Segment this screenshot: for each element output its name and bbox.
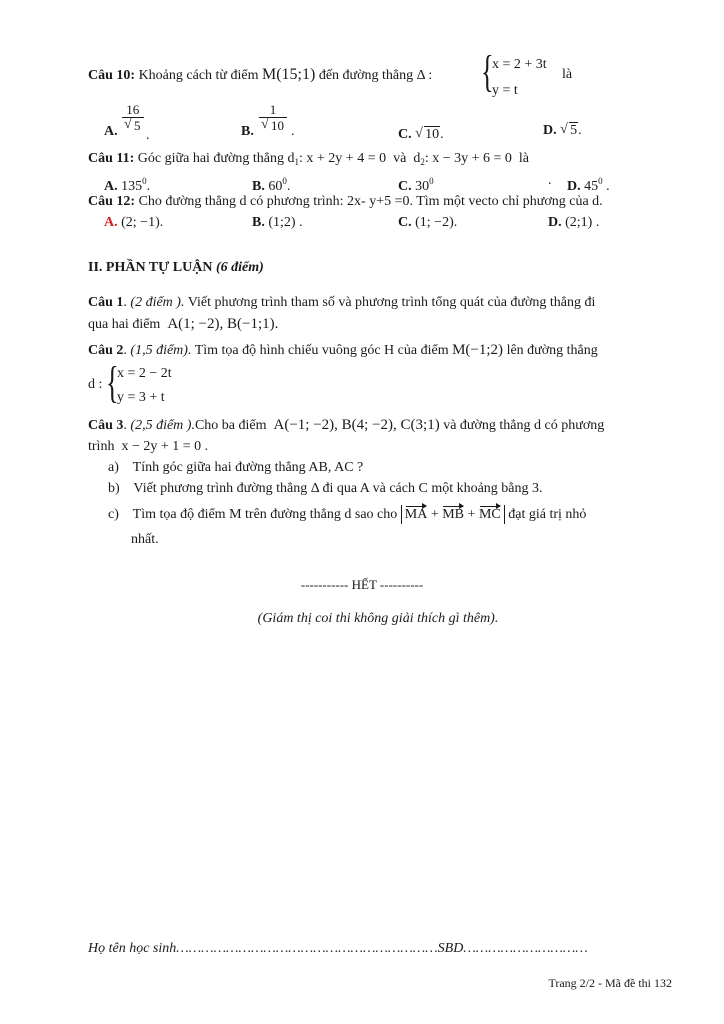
q12-option-a: A. (2; −1). — [104, 215, 164, 230]
q10-option-b-letter: B. — [241, 124, 254, 139]
c2-text: Tìm tọa độ hình chiếu vuông góc H của điểm — [194, 343, 449, 358]
q12-option-b: B. (1;2) . — [252, 215, 303, 230]
q11-text: Góc giữa hai đường thẳng — [137, 151, 285, 166]
q11-label: Câu 11: — [88, 151, 135, 166]
invigilator-note: (Giám thị coi thi không giải thích gì thêm). — [257, 611, 499, 626]
c1-label: Câu 1 — [88, 295, 124, 310]
c2-eq1: x = 2 − 2t — [117, 366, 172, 381]
c3-vector-sum: MA + MB + MC — [401, 505, 505, 524]
q10-label: Câu 10: — [88, 68, 136, 83]
section-points: (6 điểm) — [215, 260, 264, 275]
section-title-text: II. PHẦN TỰ LUẬN — [88, 260, 213, 275]
c1-points-math: A(1; −2), B(−1;1). — [167, 316, 279, 332]
c1-line1: Câu 1. (2 điểm ). Viết phương trình tham số và phương trình tổng quát của đường thẳng đi — [88, 295, 596, 310]
q11-option-a: A. $135^0$. — [104, 176, 151, 194]
c3-line2 — [88, 438, 208, 456]
q10-option-d-value: 5 — [570, 123, 578, 138]
end-marker: ----------- HẾT ---------- — [300, 577, 424, 592]
q10-option-c-value: 10 — [425, 127, 440, 142]
c3-item-c-tail: nhất. — [131, 532, 159, 547]
q10-option-d: D. √ 5. — [543, 122, 582, 140]
c3-text: Cho ba điểm — [194, 418, 267, 433]
q10-option-a-num: 16 — [126, 102, 140, 117]
q10-line-name: Δ : — [416, 68, 433, 83]
q11-option-c: C. $30^0$ — [398, 176, 434, 194]
q12-option-c: C. (1; −2). — [398, 215, 458, 230]
c3-line1: Câu 3. (2,5 điểm ).Cho ba điểm A(−1; −2), B(4; −2), C(3;1) và đường thẳng d có phương — [88, 417, 605, 433]
q10-option-a-fraction — [122, 103, 144, 134]
page-number: Trang 2/2 - Mã đề thi 132 — [548, 976, 672, 990]
q10-option-b-den: 10 — [271, 118, 284, 133]
q10-text: Khoảng cách từ điểm — [138, 68, 259, 83]
q10-option-a-letter: A. — [104, 124, 118, 139]
c2-line-name: d : — [88, 377, 103, 392]
c2-brace: { — [106, 358, 119, 407]
c1-text: Viết phương trình tham số và phương trình tổng quát của đường thẳng đi — [187, 295, 596, 310]
q11-d1: $d_1$: x + 2y + 4 = 0 — [287, 151, 387, 167]
c1-points: (2 điểm ). — [130, 295, 185, 310]
q11-option-b: B. $60^0$. — [252, 176, 291, 194]
q10-option-c-letter: C. — [398, 127, 412, 142]
c3-item-b: b) Viết phương trình đường thẳng Δ đi qua A và cách C một khoảng bằng 3. — [108, 481, 543, 496]
q11-tail: là — [518, 151, 529, 166]
q12-stem — [88, 193, 603, 211]
q11-stem — [88, 150, 529, 171]
c3-pts: A(−1; −2), B(4; −2), C(3;1) — [273, 417, 440, 433]
q11-d2: $d_2$: x − 3y + 6 = 0 — [413, 151, 512, 167]
c3-text-b: và đường thẳng d có phương — [443, 418, 605, 433]
c3-text-c: trình — [88, 439, 115, 454]
q10-eq2: y = t — [492, 83, 518, 98]
section-title — [88, 259, 264, 277]
c3-points: (2,5 điểm ). — [130, 418, 195, 433]
q10-option-b-num: 1 — [269, 102, 277, 117]
c2-text-b: lên đường thẳng — [506, 343, 598, 358]
student-info: Họ tên học sinh………………………………………………………SBD………………………… — [88, 941, 588, 956]
q10-option-b-fraction — [259, 103, 287, 134]
q10-brace: { — [481, 47, 494, 96]
c2-point: M(−1;2) — [452, 342, 504, 358]
q12-option-d: D. (2;1) . — [548, 215, 600, 230]
c3-item-a: a) Tính góc giữa hai đường thẳng AB, AC ? — [108, 460, 364, 475]
q10-point: M(15;1) — [262, 66, 316, 83]
q11-option-d: D. $45^0$ . — [567, 176, 610, 194]
q10-option-c: C. √ 10. — [398, 126, 444, 144]
q10-option-d-letter: D. — [543, 123, 557, 138]
q12-text: Cho đường thẳng d có phương trình: 2x- y+5 =0. Tìm một vecto chỉ phương của d. — [138, 194, 603, 209]
c1-line2 — [88, 315, 278, 334]
q10-eq1: x = 2 + 3t — [492, 57, 547, 72]
q12-label: Câu 12: — [88, 194, 136, 209]
c2-eq2: y = 3 + t — [117, 390, 165, 405]
q10-tail: là — [562, 67, 573, 82]
c3-label: Câu 3 — [88, 418, 124, 433]
c3-item-c: c) Tìm tọa độ điểm M trên đường thẳng d sao cho MA + MB + MC đạt giá trị nhỏ — [108, 507, 587, 522]
q10-option-a-den: 5 — [134, 118, 141, 133]
q11-and: và — [393, 151, 407, 166]
c2-label: Câu 2 — [88, 343, 124, 358]
c2-line1: Câu 2. (1,5 điểm). Tìm tọa độ hình chiếu vuông góc H của điểm M(−1;2) lên đường thẳng — [88, 342, 598, 358]
c1-text2: qua hai điểm — [88, 317, 161, 332]
q10-text-b: đến đường thẳng — [318, 68, 414, 83]
c2-points: (1,5 điểm). — [130, 343, 192, 358]
c3-eq: x − 2y + 1 = 0 . — [121, 439, 209, 454]
q10-stem — [88, 66, 432, 85]
